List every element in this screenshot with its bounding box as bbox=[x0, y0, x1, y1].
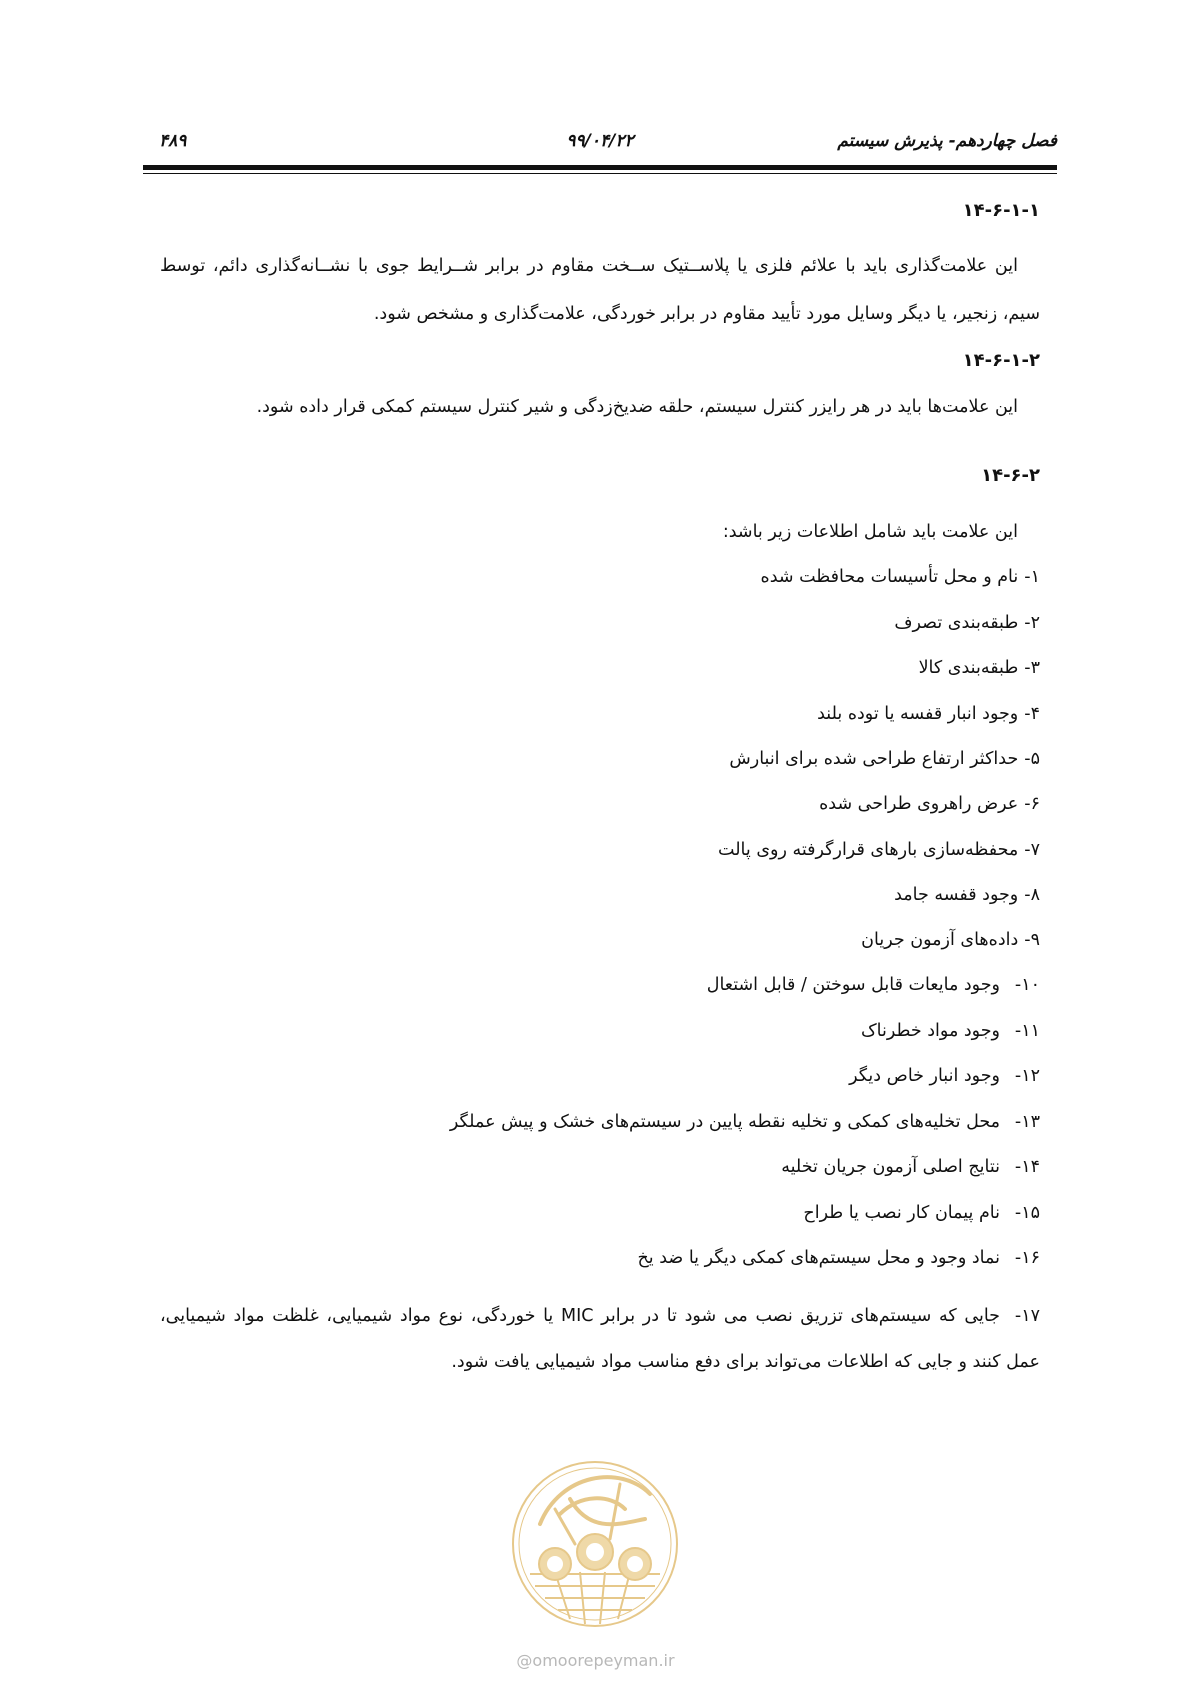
list-text: نام پیمان کار نصب یا طراح bbox=[803, 1203, 1000, 1223]
list-text: عرض راهروی طراحی شده bbox=[819, 794, 1019, 814]
list-text: جایی که سیستم‌های تزریق نصب می شود تا در برابر MIC یا خوردگی، نوع مواد شیمیایی، غلظت مواد شیمیایی، عمل کنند و جایی که اطلاعات می‌تواند برای دفع مناسب مواد شیمیایی یافت شود. bbox=[160, 1306, 1040, 1372]
header-rule-thin bbox=[143, 173, 1057, 174]
section-3-body bbox=[160, 522, 1040, 544]
list-text: وجود انبار قفسه یا توده بلند bbox=[817, 704, 1019, 724]
list-number: ۱۴- bbox=[1014, 1157, 1040, 1177]
list-text: وجود قفسه جامد bbox=[894, 885, 1019, 905]
section-2 bbox=[160, 350, 1040, 373]
list-item bbox=[160, 794, 1040, 816]
list-item bbox=[160, 840, 1040, 862]
section-2-body bbox=[160, 397, 1040, 419]
header-rule-thick bbox=[143, 165, 1057, 170]
list-text: وجود مواد خطرناک bbox=[861, 1021, 1000, 1041]
watermark-logo bbox=[500, 1454, 690, 1634]
list-number: ۱۵- bbox=[1014, 1203, 1040, 1223]
list-number: ۶- bbox=[1024, 794, 1040, 814]
list-text: وجود مایعات قابل سوختن / قابل اشتعال bbox=[706, 975, 1000, 995]
list-number: ۱۶- bbox=[1014, 1248, 1040, 1268]
list-item bbox=[160, 885, 1040, 907]
list-text: طبقه‌بندی کالا bbox=[918, 658, 1019, 678]
list-number: ۸- bbox=[1024, 885, 1040, 905]
list-number: ۱۰- bbox=[1014, 975, 1040, 995]
at-icon: @ bbox=[516, 1651, 533, 1670]
list-text: داده‌های آزمون جریان bbox=[861, 930, 1019, 950]
list-text: طبقه‌بندی تصرف bbox=[894, 613, 1019, 633]
list-number: ۷- bbox=[1024, 840, 1040, 860]
list-text: نتایج اصلی آزمون جریان تخلیه bbox=[781, 1157, 1000, 1177]
header-date: ۹۹/۰۴/۲۲ bbox=[566, 131, 634, 151]
list-number: ۳- bbox=[1024, 658, 1040, 678]
paragraph: این علامت‌گذاری باید با علائم فلزی یا پلاســتیک ســخت مقاوم در برابر شــرایط جوی با نشــانه‌گذاری دائم، توسط سیم، زنجیر، یا دیگر وسایل مورد تأیید مقاوم در برابر خوردگی، علامت‌گذاری و مشخص شود. bbox=[160, 256, 1040, 324]
list-number: ۱۷- bbox=[1014, 1306, 1040, 1326]
list-text: محل تخلیه‌های کمکی و تخلیه نقطه پایین در سیستم‌های خشک و پیش عملگر bbox=[449, 1112, 1000, 1132]
chapter-title: فصل چهاردهم- پذیرش سیستم bbox=[837, 131, 1057, 151]
watermark-website bbox=[0, 1651, 1191, 1670]
list-item bbox=[160, 1021, 1040, 1043]
list-item bbox=[160, 749, 1040, 771]
list-text: نام و محل تأسیسات محافظت شده bbox=[760, 567, 1019, 587]
page-number: ۴۸۹ bbox=[159, 131, 187, 151]
list-text: محفظه‌سازی بارهای قرارگرفته روی پالت bbox=[718, 840, 1019, 860]
list-item bbox=[160, 975, 1040, 997]
list-item bbox=[160, 704, 1040, 726]
list-item bbox=[160, 658, 1040, 680]
list-number: ۱۱- bbox=[1014, 1021, 1040, 1041]
list-item bbox=[160, 613, 1040, 635]
section-number: ۱۴-۶-۲ bbox=[981, 465, 1040, 486]
list-number: ۴- bbox=[1024, 704, 1040, 724]
list-item bbox=[160, 1066, 1040, 1088]
list-text: وجود انبار خاص دیگر bbox=[849, 1066, 1000, 1086]
logo-seal-icon bbox=[500, 1454, 690, 1634]
list-item bbox=[160, 1248, 1040, 1270]
list-number: ۲- bbox=[1024, 613, 1040, 633]
list-item bbox=[160, 1293, 1040, 1385]
list-item bbox=[160, 1203, 1040, 1225]
section-1-body bbox=[160, 242, 1040, 338]
paragraph: این علامت‌ها باید در هر رایزر کنترل سیستم، حلقه ضدیخ‌زدگی و شیر کنترل سیستم کمکی قرار داده شود. bbox=[256, 397, 1018, 417]
list-number: ۱۳- bbox=[1014, 1112, 1040, 1132]
list-number: ۹- bbox=[1024, 930, 1040, 950]
website-text: omoorepeyman.ir bbox=[532, 1651, 675, 1670]
list-number: ۱- bbox=[1024, 567, 1040, 587]
list-number: ۱۲- bbox=[1014, 1066, 1040, 1086]
list-text: نماد وجود و محل سیستم‌های کمکی دیگر یا ضد یخ bbox=[637, 1248, 1000, 1268]
list-item bbox=[160, 930, 1040, 952]
section-number: ۱۴-۶-۱-۲ bbox=[962, 350, 1040, 371]
paragraph: این علامت باید شامل اطلاعات زیر باشد: bbox=[722, 522, 1018, 542]
list-item bbox=[160, 567, 1040, 589]
page-header bbox=[143, 131, 1057, 161]
list-item bbox=[160, 1112, 1040, 1134]
list-text: حداکثر ارتفاع طراحی شده برای انبارش bbox=[729, 749, 1019, 769]
section-3 bbox=[160, 465, 1040, 488]
section-number: ۱۴-۶-۱-۱ bbox=[962, 200, 1040, 221]
list-item bbox=[160, 1157, 1040, 1179]
list-number: ۵- bbox=[1024, 749, 1040, 769]
section-1 bbox=[160, 200, 1040, 223]
